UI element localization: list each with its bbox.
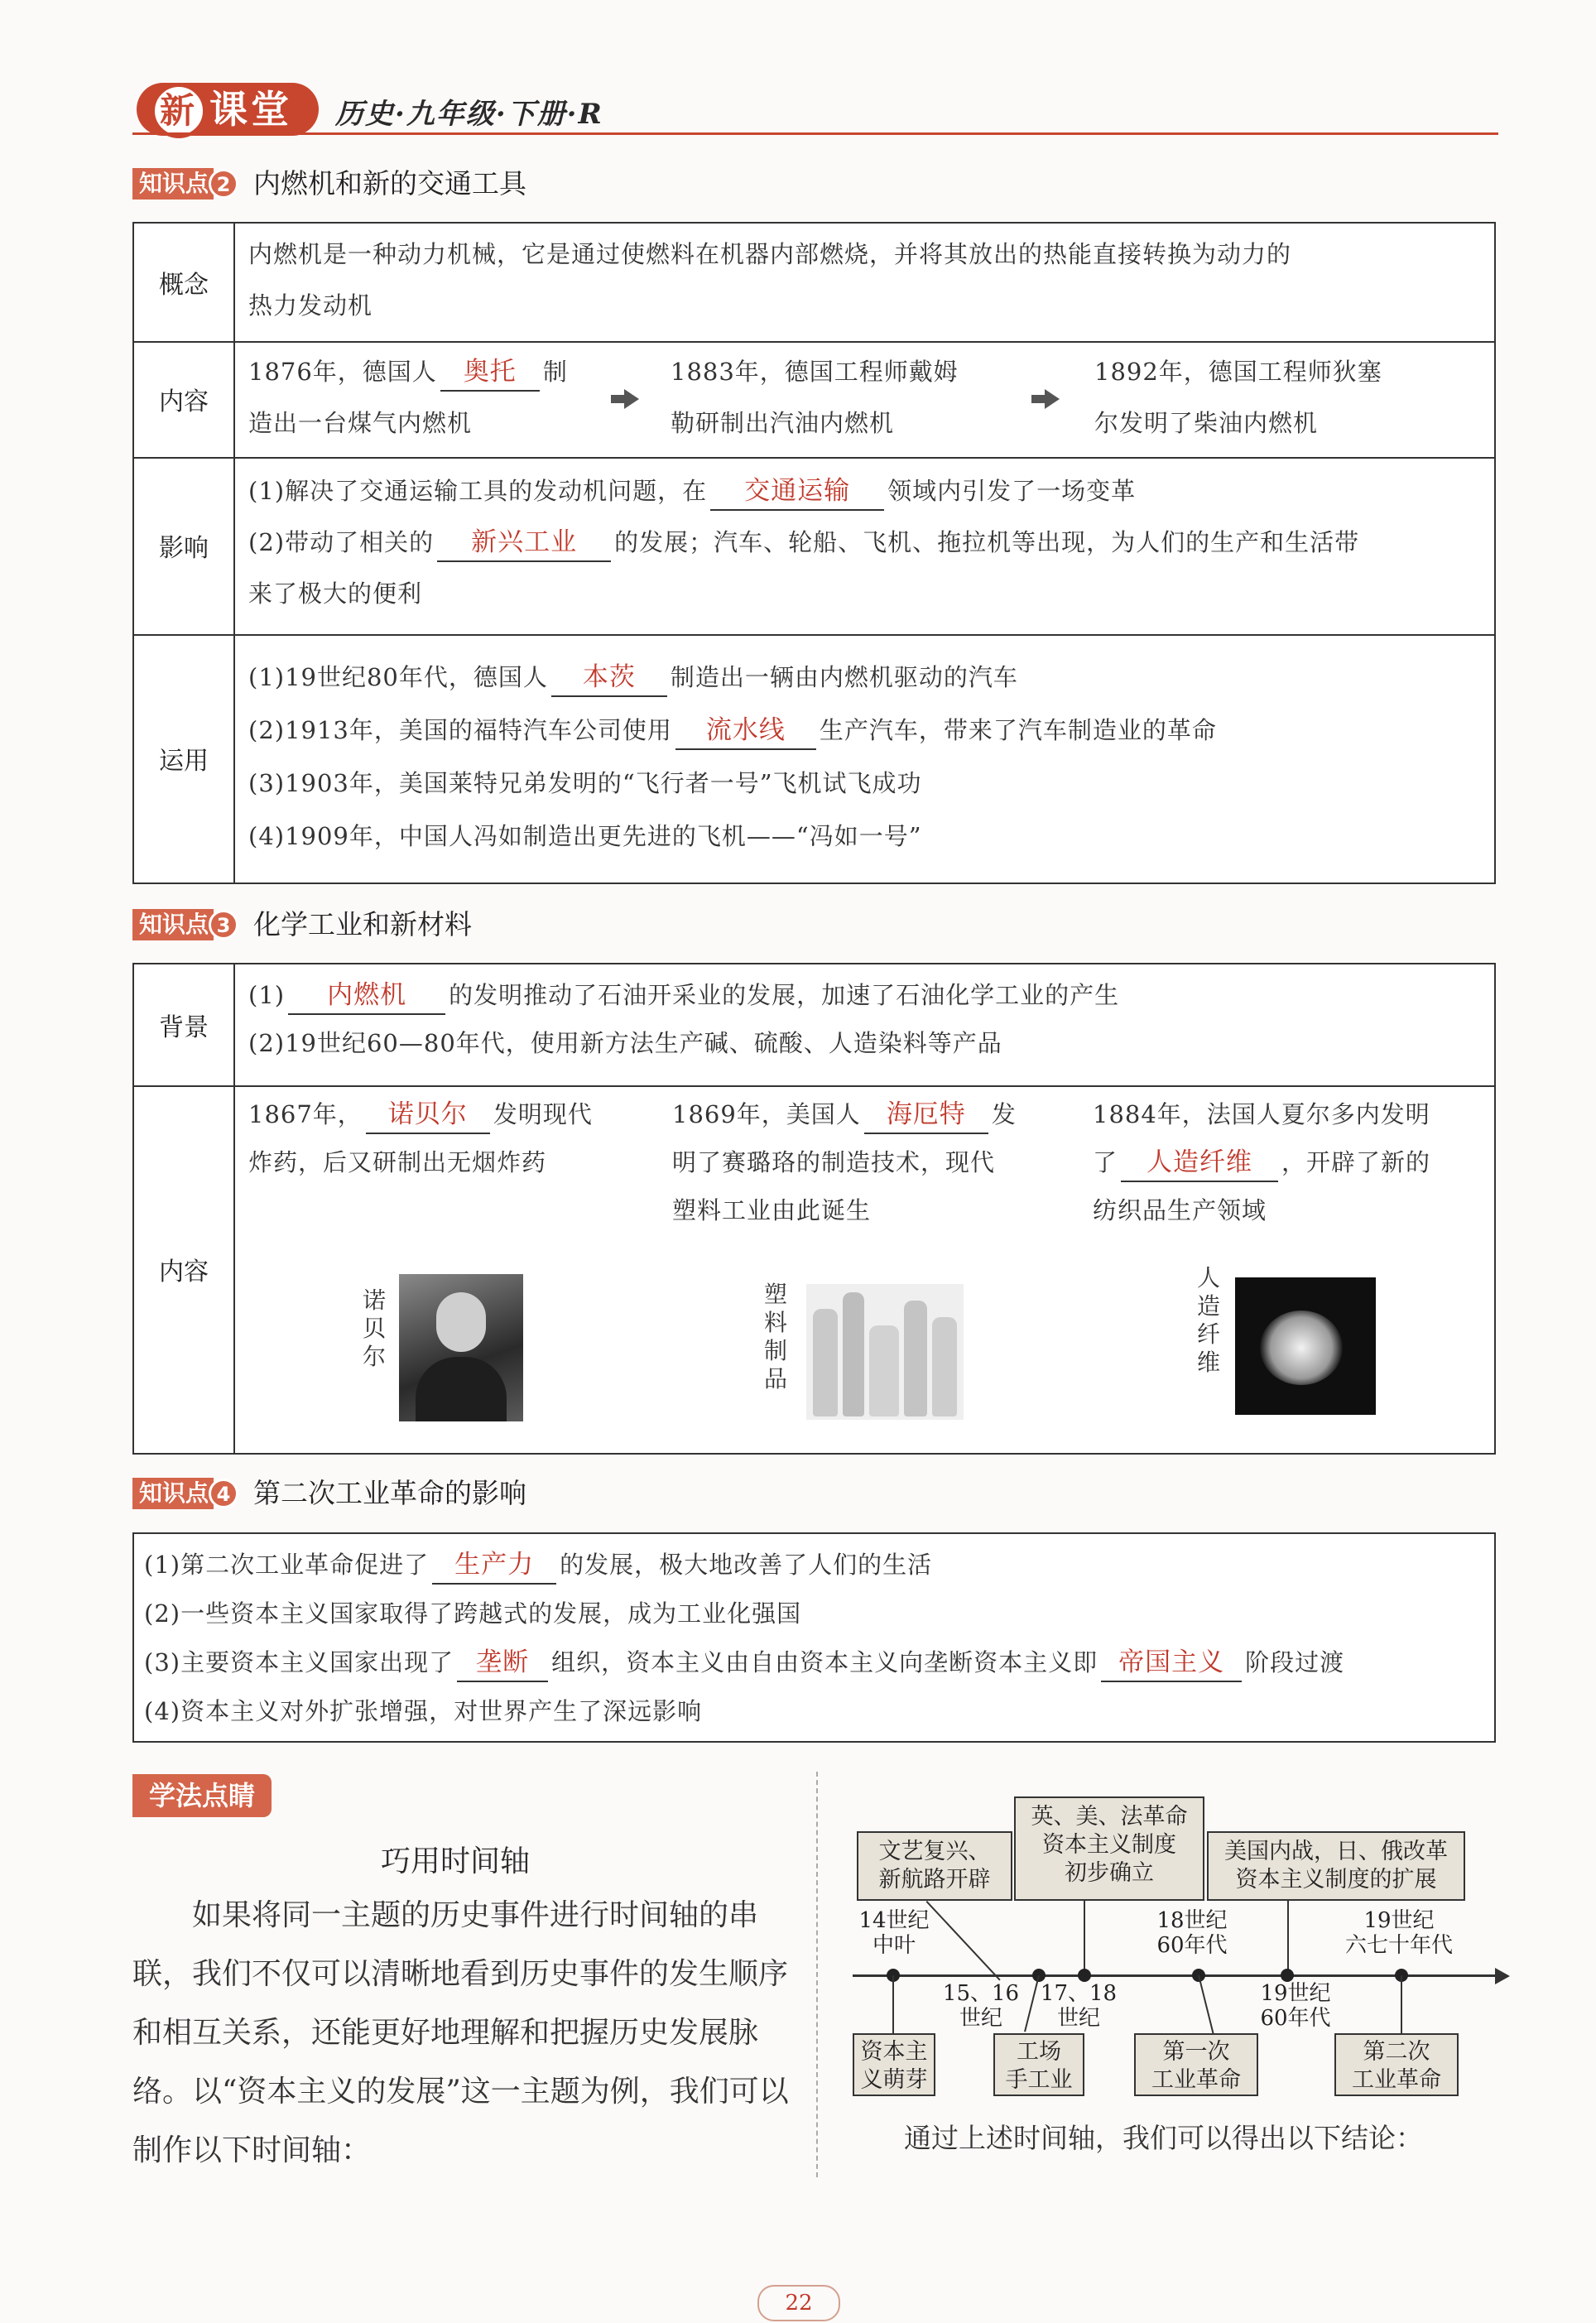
content-col-2 xyxy=(671,346,1026,449)
content-text: 1883年，德国工程师戴姆 xyxy=(671,358,959,386)
page-number: 22 xyxy=(757,2285,840,2321)
row-head: 运用 xyxy=(134,634,235,883)
label-text: 六七十年代 xyxy=(1344,1933,1453,1958)
section-tag-3 xyxy=(132,909,472,940)
text: 的发展，极大地改善了人们的生活 xyxy=(560,1551,933,1579)
box-text: 文艺复兴、 xyxy=(878,1839,991,1864)
label-text: 19世纪 xyxy=(1363,1908,1435,1933)
answer-blank: 奥托 xyxy=(440,354,540,392)
text: 发 xyxy=(991,1100,1017,1128)
tip-conclusion: 通过上述时间轴，我们可以得出以下结论： xyxy=(904,2122,1423,2154)
box-text: 初步确立 xyxy=(1065,1860,1154,1886)
tip-paragraph: 如果将同一主题的历史事件进行时间轴的串联，我们不仅可以清晰地看到历史事件的发生顺序和相互关系，还能更好地理解和把握历史发展脉络。以“资本主义的发展”这一主题为例，我们可以制作以下时间轴： xyxy=(132,1898,789,2167)
answer-blank: 新兴工业 xyxy=(437,524,611,562)
tag-label: 知识点 xyxy=(132,1478,214,1509)
section-tag-2 xyxy=(132,168,526,200)
connector-line xyxy=(892,1975,894,2033)
timeline-label-15-16c xyxy=(935,1981,1026,2031)
text: 1876年，德国人 xyxy=(248,358,437,386)
text: 阶段过渡 xyxy=(1245,1648,1345,1676)
text: (1)19世纪80年代，德国人 xyxy=(248,663,548,691)
label-text: 世纪 xyxy=(1056,2006,1100,2031)
text: (1)解决了交通运输工具的发动机问题，在 xyxy=(248,477,708,505)
concept-line1: 内燃机是一种动力机械，它是通过使燃料在机器内部燃烧，并将其放出的热能直接转换为动力的 xyxy=(248,240,1292,268)
answer-blank: 生产力 xyxy=(432,1546,556,1585)
text: 的发明推动了石油开采业的发展，加速了石油化学工业的产生 xyxy=(449,981,1120,1009)
influence-line3: 来了极大的便利 xyxy=(248,580,423,608)
study-tip-badge: 学法点睛 xyxy=(132,1774,272,1817)
text: 1869年，美国人 xyxy=(672,1100,861,1128)
section3-table xyxy=(132,963,1496,1455)
section-title: 化学工业和新材料 xyxy=(253,908,473,940)
text: (2)1913年，美国的福特汽车公司使用 xyxy=(248,716,672,744)
timeline-dot xyxy=(1078,1969,1091,1982)
box-text: 第一次 xyxy=(1162,2039,1230,2065)
box-text: 义萌芽 xyxy=(860,2067,928,2093)
tag-label: 知识点 xyxy=(132,168,214,200)
row-head: 内容 xyxy=(134,1085,235,1453)
tag-number: 3 xyxy=(209,910,238,940)
use-line3: (3)1903年，美国莱特兄弟发明的“飞行者一号”飞机试飞成功 xyxy=(248,769,922,797)
text: (1)第二次工业革命促进了 xyxy=(144,1551,430,1579)
timeline-label-19c xyxy=(1246,1981,1345,2031)
caption-nobel xyxy=(362,1287,387,1371)
impact-line4: (4)资本主义对外扩张增强，对世界产生了深远影响 xyxy=(144,1697,703,1725)
concept-line2: 热力发动机 xyxy=(248,291,373,320)
section4-box xyxy=(132,1532,1496,1743)
answer-blank: 诺贝尔 xyxy=(366,1096,490,1134)
section2-table xyxy=(132,222,1496,884)
box-text: 工业革命 xyxy=(1352,2067,1441,2093)
connector-line xyxy=(1401,1975,1402,2033)
answer-blank: 内燃机 xyxy=(288,977,445,1015)
brand-logo xyxy=(137,83,319,136)
label-text: 60年代 xyxy=(1260,2006,1331,2031)
content-text: 尔发明了柴油内燃机 xyxy=(1094,409,1319,437)
book-title: 历史·九年级·下册·R xyxy=(335,98,603,131)
row-concept xyxy=(134,224,1494,343)
content-text: 纺织品生产领域 xyxy=(1093,1196,1267,1224)
caption-text: 诺贝尔 xyxy=(362,1287,386,1370)
tag-number: 2 xyxy=(209,169,238,199)
box-text: 工业革命 xyxy=(1151,2067,1241,2093)
right-arrow-icon xyxy=(624,389,639,409)
background-line2: (2)19世纪60—80年代，使用新方法生产碱、硫酸、人造染料等产品 xyxy=(248,1029,1002,1057)
chem-col-3 xyxy=(1093,1090,1482,1234)
answer-blank: 海厄特 xyxy=(864,1096,988,1134)
timeline-label-19c-late xyxy=(1320,1908,1478,1958)
caption-text: 人造纤维 xyxy=(1196,1264,1220,1376)
label-text: 60年代 xyxy=(1156,1933,1228,1958)
label-text: 世纪 xyxy=(959,2006,1002,2031)
timeline-dot xyxy=(1281,1969,1294,1982)
content-text: 明了赛璐珞的制造技术，现代 xyxy=(672,1148,996,1176)
artificial-fiber-image xyxy=(1235,1277,1376,1415)
column-divider xyxy=(816,1772,818,2177)
row-head: 影响 xyxy=(134,457,235,634)
box-text: 手工业 xyxy=(1005,2067,1073,2093)
timeline-arrow-icon xyxy=(1495,1968,1510,1984)
logo-rest: 课堂 xyxy=(209,87,292,132)
row-influence xyxy=(134,457,1494,636)
logo-first-char: 新 xyxy=(151,84,206,138)
label-text: 15、16 xyxy=(942,1981,1020,2006)
text: ，开辟了新的 xyxy=(1281,1148,1431,1176)
content-text: 1884年，法国人夏尔多内发明 xyxy=(1093,1100,1430,1128)
text: 的发展；汽车、轮船、飞机、拖拉机等出现，为人们的生产和生活带 xyxy=(614,528,1360,556)
label-text: 18世纪 xyxy=(1156,1908,1228,1933)
tag-number: 4 xyxy=(209,1479,238,1508)
content-text: 勒研制出汽油内燃机 xyxy=(671,409,895,437)
caption-fiber xyxy=(1196,1264,1221,1377)
text: 领域内引发了一场变革 xyxy=(887,477,1137,505)
text: 发明现代 xyxy=(493,1100,593,1128)
caption-text: 塑料制品 xyxy=(763,1281,787,1392)
box-text: 资本主义制度的扩展 xyxy=(1235,1867,1437,1893)
text: 了 xyxy=(1093,1148,1118,1176)
answer-blank: 垄断 xyxy=(457,1644,548,1682)
answer-blank: 本茨 xyxy=(551,659,667,697)
timeline-label-18c xyxy=(1141,1908,1243,1958)
content-col-1 xyxy=(248,346,604,449)
label-text: 19世纪 xyxy=(1260,1981,1331,2006)
timeline-bottom-box-3 xyxy=(1134,2033,1258,2096)
text: (3)主要资本主义国家出现了 xyxy=(144,1648,454,1676)
text: (2)带动了相关的 xyxy=(248,528,435,556)
section-tag-4 xyxy=(132,1478,526,1509)
text: 制造出一辆由内燃机驱动的汽车 xyxy=(670,663,1018,691)
content-text: 1892年，德国工程师狄塞 xyxy=(1094,358,1382,386)
timeline-top-box-2 xyxy=(1014,1796,1204,1901)
section-title: 第二次工业革命的影响 xyxy=(253,1477,527,1509)
nobel-portrait-image xyxy=(399,1274,523,1421)
plastic-bottles-image xyxy=(806,1284,964,1420)
caption-plastics xyxy=(763,1281,788,1393)
row-chem-content xyxy=(134,1085,1494,1453)
timeline-bottom-box-2 xyxy=(993,2033,1084,2096)
text: (1) xyxy=(248,981,286,1009)
use-line4: (4)1909年，中国人冯如制造出更先进的飞机——“冯如一号” xyxy=(248,822,922,850)
timeline-label-17-18c xyxy=(1033,1981,1124,2031)
connector-line xyxy=(1287,1901,1289,1974)
answer-blank: 交通运输 xyxy=(710,473,884,511)
text: 组织，资本主义由自由资本主义向垄断资本主义即 xyxy=(551,1648,1098,1676)
label-text: 中叶 xyxy=(872,1933,916,1958)
timeline-top-box-1 xyxy=(857,1831,1012,1901)
box-text: 第二次 xyxy=(1363,2039,1430,2065)
row-head: 概念 xyxy=(134,224,235,341)
impact-line2: (2)一些资本主义国家取得了跨越式的发展，成为工业化强国 xyxy=(144,1599,802,1628)
timeline-top-box-3 xyxy=(1207,1831,1465,1901)
content-col-3 xyxy=(1094,346,1475,449)
box-text: 资本主 xyxy=(860,2039,928,2065)
box-text: 美国内战，日、俄改革 xyxy=(1224,1839,1448,1864)
text: 1867年， xyxy=(248,1100,363,1128)
label-text: 14世纪 xyxy=(858,1908,930,1933)
tip-heading: 巧用时间轴 xyxy=(381,1844,531,1878)
right-arrow-icon xyxy=(1045,389,1060,409)
tag-label: 知识点 xyxy=(132,909,214,940)
box-text: 资本主义制度 xyxy=(1042,1832,1176,1858)
answer-blank: 人造纤维 xyxy=(1121,1144,1278,1182)
timeline-bottom-box-1 xyxy=(853,2033,935,2096)
answer-blank: 流水线 xyxy=(675,712,816,750)
connector-line xyxy=(1084,1901,1085,1974)
text: 制 xyxy=(542,358,568,386)
timeline-bottom-box-4 xyxy=(1334,2033,1459,2096)
box-text: 工场 xyxy=(1017,2039,1061,2065)
row-background xyxy=(134,964,1494,1087)
header-divider xyxy=(132,132,1498,135)
timeline-label-14c xyxy=(844,1908,944,1958)
box-text: 英、美、法革命 xyxy=(1031,1804,1188,1830)
row-head: 背景 xyxy=(134,964,235,1085)
content-text: 炸药，后又研制出无烟炸药 xyxy=(248,1148,547,1176)
text: 生产汽车，带来了汽车制造业的革命 xyxy=(819,716,1217,744)
label-text: 17、18 xyxy=(1040,1981,1118,2006)
content-text: 造出一台煤气内燃机 xyxy=(248,409,473,437)
row-content xyxy=(134,341,1494,459)
answer-blank: 帝国主义 xyxy=(1101,1644,1242,1682)
section-title: 内燃机和新的交通工具 xyxy=(253,167,527,200)
content-text: 塑料工业由此诞生 xyxy=(672,1196,872,1224)
chem-col-1 xyxy=(248,1090,646,1186)
row-head: 内容 xyxy=(134,341,235,457)
connector-line xyxy=(1198,1975,1215,2040)
row-use xyxy=(134,634,1494,883)
chem-col-2 xyxy=(672,1090,1070,1234)
box-text: 新航路开辟 xyxy=(878,1867,991,1893)
